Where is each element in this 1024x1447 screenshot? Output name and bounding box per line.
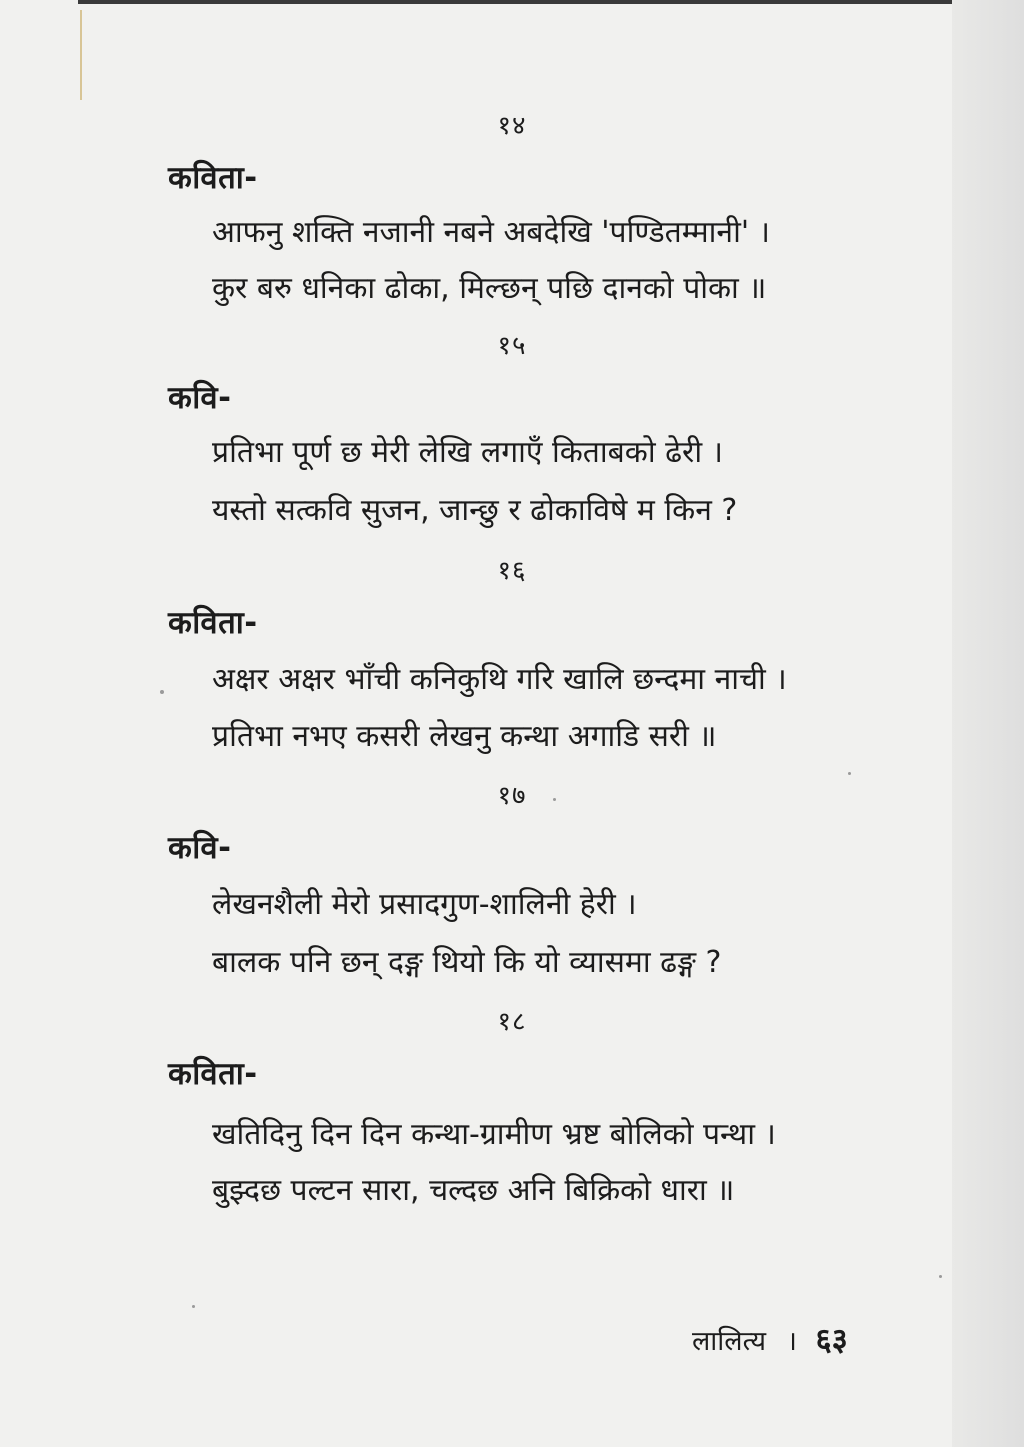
verse-line: यस्तो सत्कवि सुजन, जान्छु र ढोकाविषे म किन ? (212, 493, 738, 528)
verse-line: प्रतिभा नभए कसरी लेखनु कन्था अगाडि सरी ॥ (212, 719, 717, 754)
stanza-number: १४ (497, 111, 527, 141)
verse-line: कुर बरु धनिका ढोका, मिल्छन् पछि दानको पोका ॥ (212, 271, 767, 306)
footer-separator: । (786, 1326, 797, 1357)
page-footer (692, 1318, 848, 1360)
verse-line: लेखनशैली मेरो प्रसादगुण-शालिनी हेरी । (212, 887, 637, 922)
speaker-label: कवि- (168, 380, 232, 416)
verse-line: खतिदिनु दिन दिन कन्था-ग्रामीण भ्रष्ट बोलिको पन्था । (212, 1117, 776, 1152)
paper-speck (160, 690, 164, 694)
speaker-label: कवि- (168, 830, 232, 866)
paper-speck (192, 1305, 195, 1308)
verse-line: बालक पनि छन् दङ्ग थियो कि यो व्यासमा ढङ्ग ? (212, 945, 722, 980)
verse-line: प्रतिभा पूर्ण छ मेरी लेखि लगाएँ किताबको ढेरी । (212, 435, 723, 470)
verse-line: बुझ्दछ पल्टन सारा, चल्दछ अनि बिक्रिको धारा ॥ (212, 1173, 735, 1208)
speaker-label: कविता- (168, 160, 258, 196)
paper-speck (848, 772, 851, 775)
verse-line: आफनु शक्ति नजानी नबने अबदेखि 'पण्डितम्मानी' । (212, 215, 771, 250)
speaker-label: कविता- (168, 605, 258, 641)
verse-line: अक्षर अक्षर भाँची कनिकुथि गरि खालि छन्दमा नाची । (212, 662, 787, 697)
stanza-number: १६ (497, 556, 527, 586)
running-title: लालित्य (692, 1326, 767, 1357)
stanza-number: १७ (497, 781, 527, 811)
page-number: ६३ (815, 1322, 848, 1358)
stanza-number: १८ (497, 1007, 527, 1037)
paper-speck (939, 1275, 942, 1278)
paper-speck (553, 798, 556, 801)
speaker-label: कविता- (168, 1056, 258, 1092)
stanza-number: १५ (497, 331, 527, 361)
